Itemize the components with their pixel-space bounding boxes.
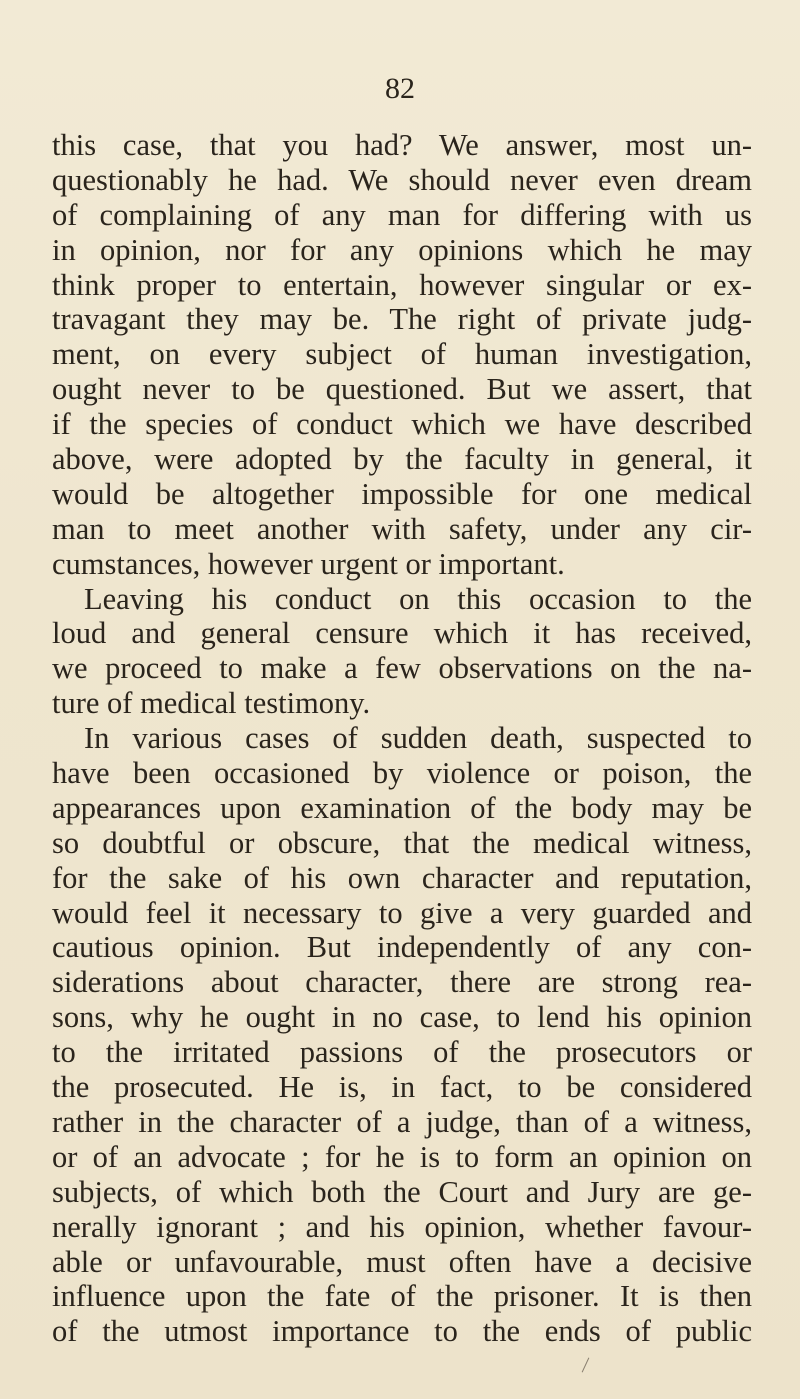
text-line: so doubtful or obscure, that the medical witness, xyxy=(52,825,752,860)
text-line: nerally ignorant ; and his opinion, whether favour- xyxy=(52,1209,752,1244)
text-line: sons, why he ought in no case, to lend his opinion xyxy=(52,1000,752,1035)
text-line: for the sake of his own character and reputation, xyxy=(52,860,752,895)
text-line: we proceed to make a few observations on the na- xyxy=(52,651,752,686)
text-line: in opinion, nor for any opinions which he may xyxy=(52,232,752,267)
text-line: influence upon the fate of the prisoner. It is then xyxy=(52,1279,752,1314)
text-line: able or unfavourable, must often have a decisive xyxy=(52,1244,752,1279)
text-line: ment, on every subject of human investigation, xyxy=(52,337,752,372)
text-line: In various cases of sudden death, suspected to xyxy=(84,721,752,756)
text-line: of the utmost importance to the ends of public xyxy=(52,1314,752,1349)
text-line: ture of medical testimony. xyxy=(52,686,371,721)
text-line: above, were adopted by the faculty in general, it xyxy=(52,442,752,477)
text-line: would feel it necessary to give a very guarded and xyxy=(52,895,752,930)
text-line: ought never to be questioned. But we assert, that xyxy=(52,372,752,407)
text-line: if the species of conduct which we have described xyxy=(52,407,752,442)
text-line: to the irritated passions of the prosecutors or xyxy=(52,1035,752,1070)
text-line: cumstances, however urgent or important. xyxy=(52,546,565,581)
text-line: have been occasioned by violence or poison, the xyxy=(52,756,752,791)
page-number: 82 xyxy=(385,72,415,105)
text-line: of complaining of any man for differing with us xyxy=(52,197,752,232)
text-line: man to meet another with safety, under any cir- xyxy=(52,511,752,546)
text-line: cautious opinion. But independently of any con- xyxy=(52,930,752,965)
text-line: rather in the character of a judge, than of a witness, xyxy=(52,1104,752,1139)
text-line: think proper to entertain, however singular or ex- xyxy=(52,267,752,302)
text-line: Leaving his conduct on this occasion to the xyxy=(84,581,752,616)
text-line: the prosecuted. He is, in fact, to be considered xyxy=(52,1070,752,1105)
text-line: questionably he had. We should never even dream xyxy=(52,162,752,197)
text-line: would be altogether impossible for one medical xyxy=(52,476,752,511)
text-line: siderations about character, there are strong rea- xyxy=(52,965,752,1000)
text-line: subjects, of which both the Court and Jury are ge- xyxy=(52,1174,752,1209)
stray-ink-mark xyxy=(582,1358,590,1373)
text-line: travagant they may be. The right of private judg- xyxy=(52,302,752,337)
text-line: or of an advocate ; for he is to form an opinion on xyxy=(52,1139,752,1174)
body-text xyxy=(52,128,752,1349)
text-line: loud and general censure which it has received, xyxy=(52,616,752,651)
text-line: this case, that you had? We answer, most un- xyxy=(52,128,752,162)
text-line: appearances upon examination of the body may be xyxy=(52,790,752,825)
